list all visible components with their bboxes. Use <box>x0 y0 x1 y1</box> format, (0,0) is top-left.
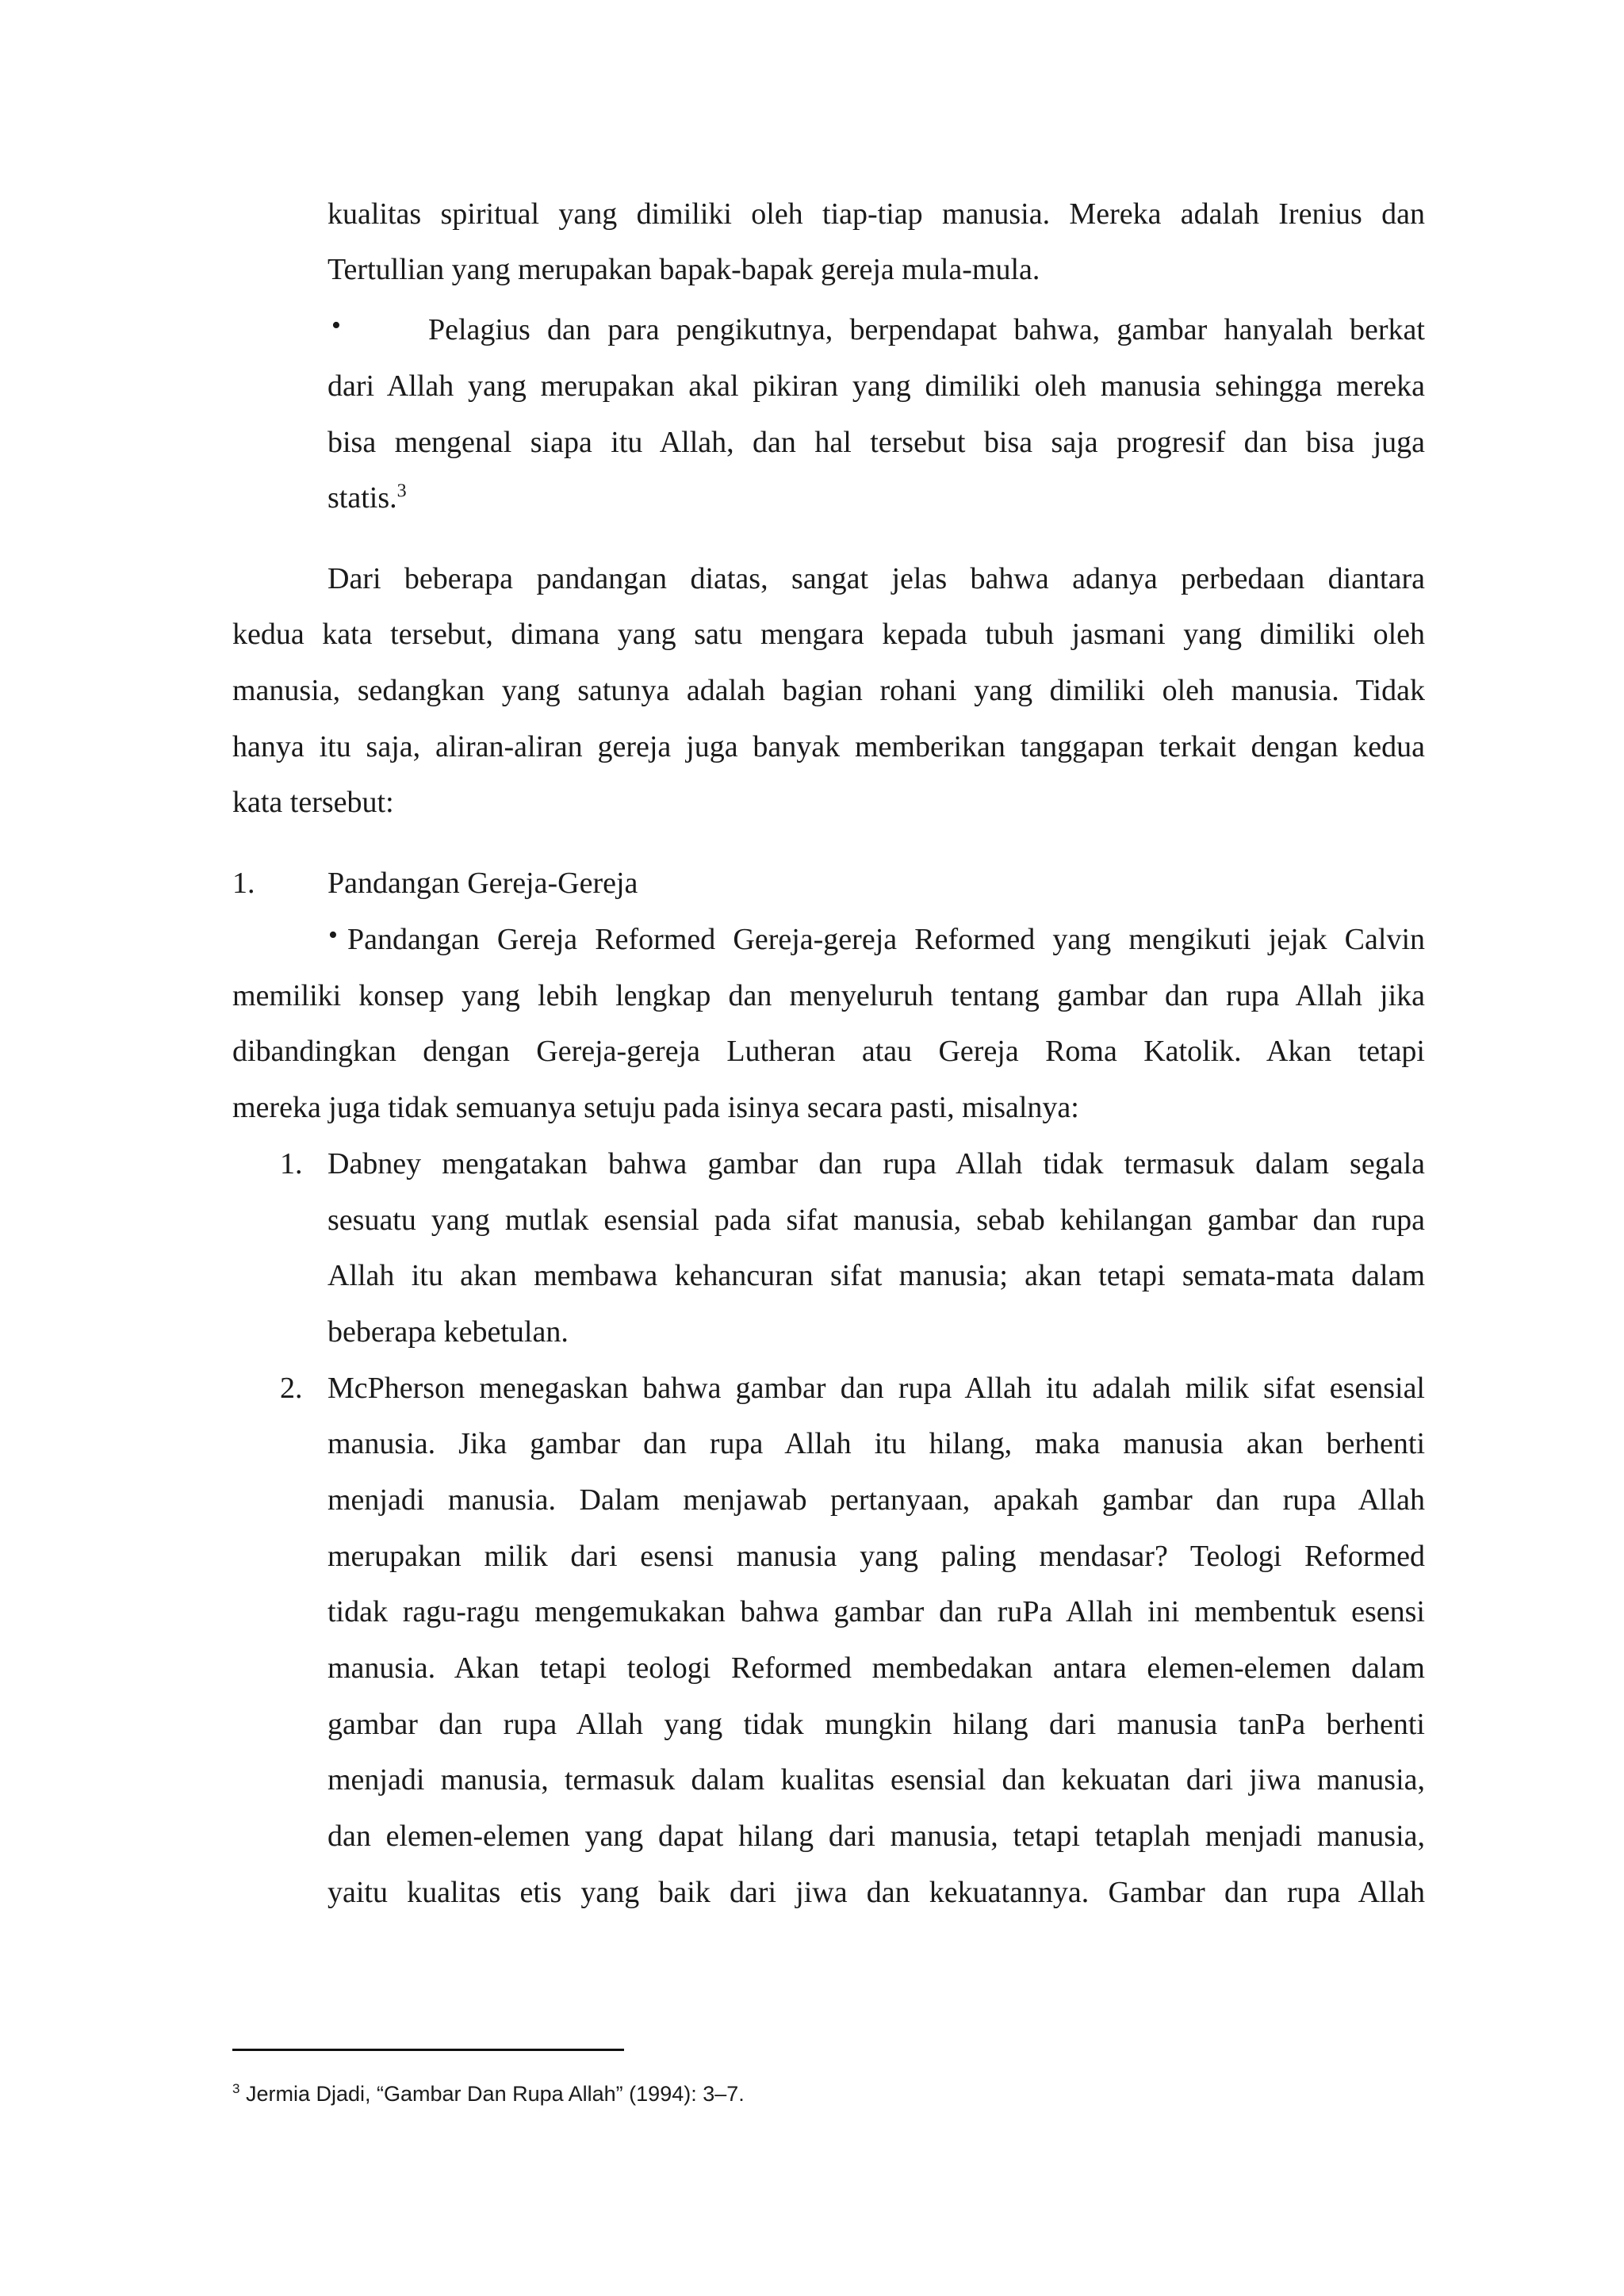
footnote-number: 3 <box>232 2081 240 2096</box>
section-title: Pandangan Gereja-Gereja <box>327 867 638 900</box>
list-item-line: merupakan milik dari esensi manusia yang paling mendasar? Teologi Reformed <box>327 1540 1425 1573</box>
paragraph-line: manusia, sedangkan yang satunya adalah bagian rohani yang dimiliki oleh manusia. Tidak <box>232 674 1425 707</box>
list-item-line: sesuatu yang mutlak esensial pada sifat manusia, sebab kehilangan gambar dan rupa <box>327 1203 1425 1237</box>
list-item-line: dan elemen-elemen yang dapat hilang dari manusia, tetapi tetaplah menjadi manusia, <box>327 1820 1425 1853</box>
list-number: 1. <box>280 1147 303 1181</box>
list-item-line: yaitu kualitas etis yang baik dari jiwa dan kekuatannya. Gambar dan rupa Allah <box>327 1876 1425 1909</box>
footnote-reference: 3 <box>396 480 407 502</box>
bullet-text-line <box>327 479 1425 517</box>
list-item-line: menjadi manusia. Dalam menjawab pertanyaan, apakah gambar dan rupa Allah <box>327 1483 1425 1517</box>
bullet-text-line: memiliki konsep yang lebih lengkap dan menyeluruh tentang gambar dan rupa Allah jika <box>232 979 1425 1012</box>
bullet-text-line: dari Allah yang merupakan akal pikiran yang dimiliki oleh manusia sehingga mereka <box>327 369 1425 403</box>
bullet-text-line: mereka juga tidak semuanya setuju pada isinya secara pasti, misalnya: <box>232 1091 1079 1124</box>
paragraph-line: kedua kata tersebut, dimana yang satu mengara kepada tubuh jasmani yang dimiliki oleh <box>232 618 1425 651</box>
list-item-line: menjadi manusia, termasuk dalam kualitas esensial dan kekuatan dari jiwa manusia, <box>327 1763 1425 1797</box>
bullet-text-line: bisa mengenal siapa itu Allah, dan hal tersebut bisa saja progresif dan bisa juga <box>327 426 1425 459</box>
body-text-line: Tertullian yang merupakan bapak-bapak gereja mula-mula. <box>327 253 1040 286</box>
list-item-line: gambar dan rupa Allah yang tidak mungkin hilang dari manusia tanPa berhenti <box>327 1708 1425 1741</box>
paragraph-line: Dari beberapa pandangan diatas, sangat jelas bahwa adanya perbedaan diantara <box>327 562 1425 595</box>
bullet-text-end: statis. <box>327 481 397 515</box>
list-item-line: beberapa kebetulan. <box>327 1315 569 1349</box>
paragraph-line: kata tersebut: <box>232 786 394 819</box>
body-text-line: kualitas spiritual yang dimiliki oleh tiap-tiap manusia. Mereka adalah Irenius dan <box>327 197 1425 231</box>
bullet-text-line: Pandangan Gereja Reformed Gereja-gereja Reformed yang mengikuti jejak Calvin <box>347 923 1425 956</box>
bullet-icon: • <box>328 920 338 950</box>
bullet-text-line: Pelagius dan para pengikutnya, berpendapat bahwa, gambar hanyalah berkat <box>428 313 1425 346</box>
list-number: 2. <box>280 1372 303 1405</box>
footnote <box>232 2082 745 2107</box>
footnote-separator <box>232 2049 624 2051</box>
section-number: 1. <box>232 867 255 900</box>
list-item-line: tidak ragu-ragu mengemukakan bahwa gambar dan ruPa Allah ini membentuk esensi <box>327 1595 1425 1628</box>
footnote-text: Jermia Djadi, “Gambar Dan Rupa Allah” (1994): 3–7. <box>245 2082 745 2106</box>
list-item-line: manusia. Jika gambar dan rupa Allah itu hilang, maka manusia akan berhenti <box>327 1427 1425 1460</box>
list-item-line: McPherson menegaskan bahwa gambar dan rupa Allah itu adalah milik sifat esensial <box>327 1372 1425 1405</box>
list-item-line: manusia. Akan tetapi teologi Reformed membedakan antara elemen-elemen dalam <box>327 1651 1425 1685</box>
list-item-line: Dabney mengatakan bahwa gambar dan rupa Allah tidak termasuk dalam segala <box>327 1147 1425 1181</box>
paragraph-line: hanya itu saja, aliran-aliran gereja juga banyak memberikan tanggapan terkait dengan kedua <box>232 730 1425 763</box>
bullet-icon: • <box>331 311 341 340</box>
list-item-line: Allah itu akan membawa kehancuran sifat manusia; akan tetapi semata-mata dalam <box>327 1259 1425 1292</box>
bullet-text-line: dibandingkan dengan Gereja-gereja Lutheran atau Gereja Roma Katolik. Akan tetapi <box>232 1035 1425 1068</box>
